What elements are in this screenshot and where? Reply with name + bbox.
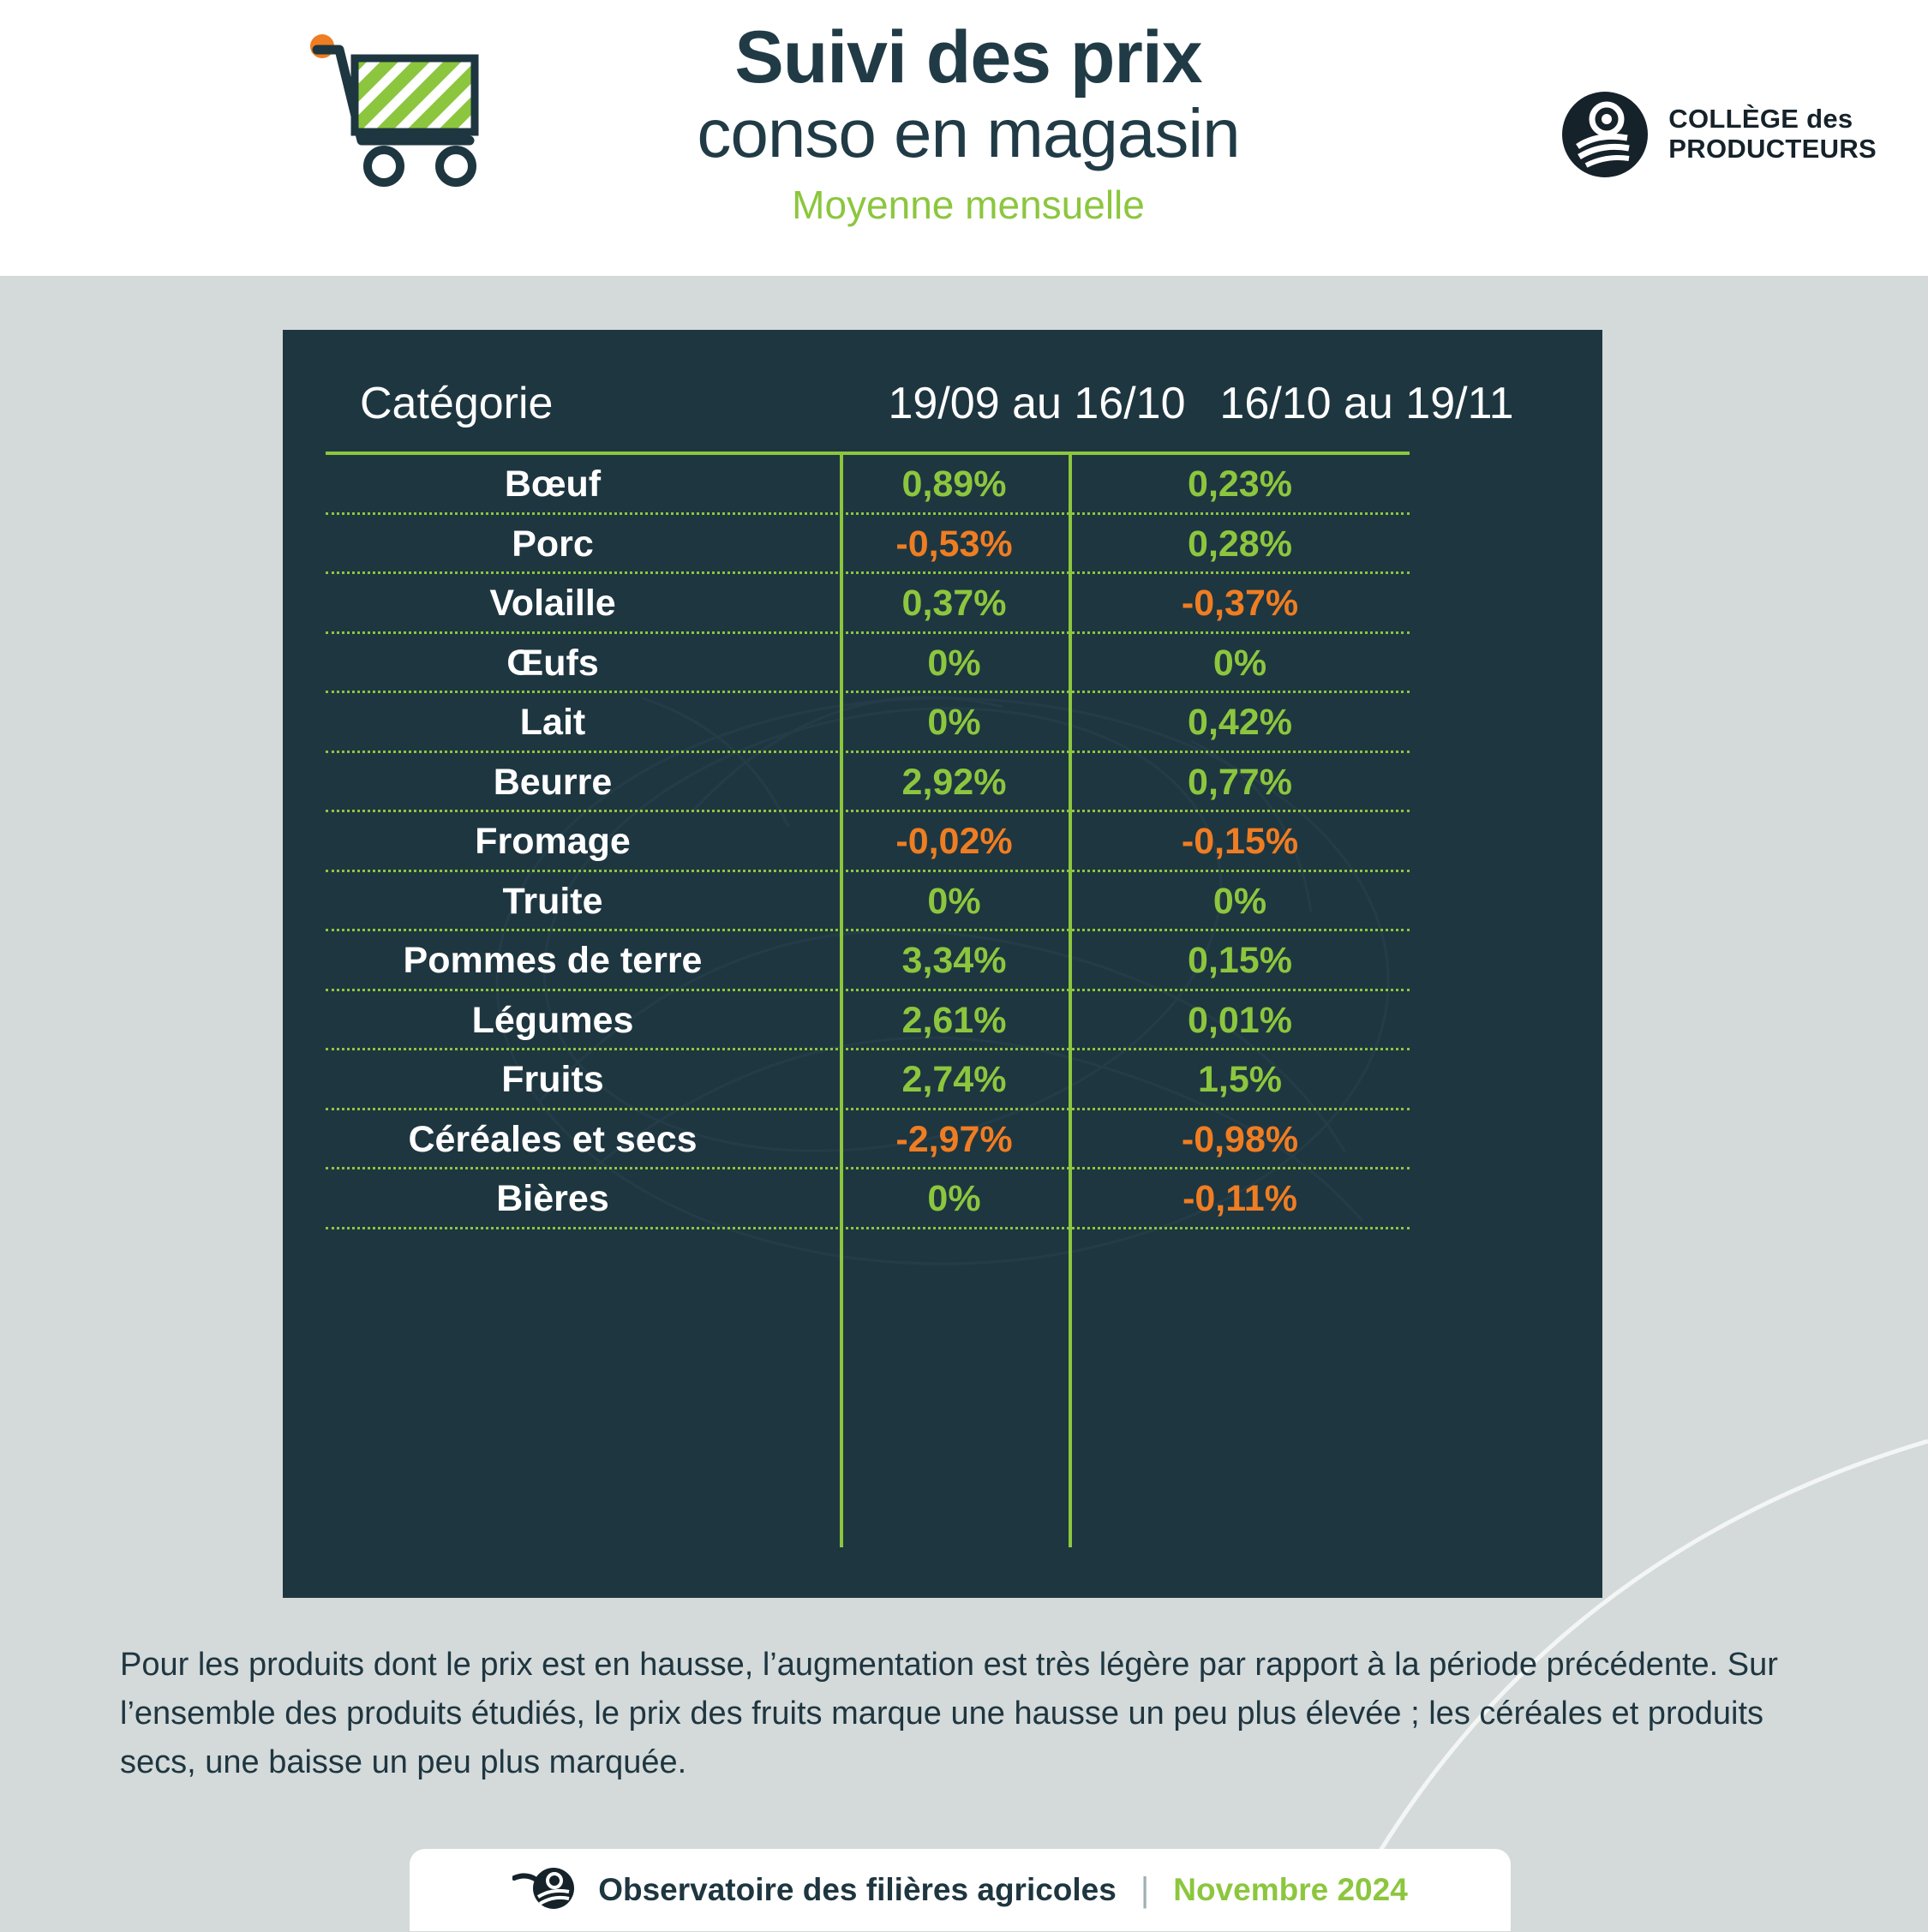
cell-period-2: -0,37% bbox=[1181, 583, 1299, 625]
cell-period-1: 2,92% bbox=[901, 761, 1007, 803]
table-row bbox=[283, 634, 1602, 694]
column-header-category: Catégorie bbox=[360, 379, 554, 428]
table-row bbox=[283, 812, 1602, 872]
cell-category: Porc bbox=[512, 523, 594, 565]
cell-period-1: -0,02% bbox=[895, 821, 1013, 863]
cell-category: Truite bbox=[502, 880, 603, 922]
cell-period-2: 0% bbox=[1212, 642, 1267, 684]
title-sub: conso en magasin bbox=[697, 95, 1240, 172]
cell-period-1: 3,34% bbox=[901, 940, 1007, 982]
cell-period-1: 0% bbox=[927, 642, 981, 684]
cell-period-1: 0,37% bbox=[901, 583, 1007, 625]
cell-period-1: -2,97% bbox=[895, 1118, 1013, 1160]
cell-period-2: 0,01% bbox=[1188, 999, 1292, 1041]
cell-period-2: 0% bbox=[1212, 880, 1267, 922]
title-main: Suivi des prix bbox=[734, 16, 1202, 99]
column-header-period-1: 19/09 au 16/10 bbox=[888, 379, 1186, 428]
table-body bbox=[283, 455, 1602, 1229]
cell-period-2: 0,28% bbox=[1188, 523, 1292, 565]
cell-category: Bières bbox=[496, 1178, 609, 1220]
cell-period-1: 0,89% bbox=[901, 464, 1007, 505]
cell-category: Volaille bbox=[489, 583, 616, 625]
cell-period-1: 0% bbox=[927, 1178, 981, 1220]
table-header-row bbox=[283, 330, 1602, 443]
cell-period-2: -0,15% bbox=[1181, 821, 1299, 863]
brand-line-2: PRODUCTEURS bbox=[1668, 134, 1877, 164]
table-row bbox=[283, 1110, 1602, 1170]
table-row bbox=[283, 1169, 1602, 1229]
price-table bbox=[283, 330, 1602, 1598]
observatoire-logo-icon bbox=[512, 1866, 576, 1914]
table-row bbox=[283, 574, 1602, 634]
table-row bbox=[283, 753, 1602, 813]
shopping-cart-icon bbox=[302, 33, 499, 191]
table-row bbox=[283, 872, 1602, 932]
table-row bbox=[283, 693, 1602, 753]
cell-period-1: -0,53% bbox=[895, 523, 1013, 565]
page-header bbox=[0, 0, 1928, 276]
cell-category: Fruits bbox=[501, 1059, 604, 1101]
table-row bbox=[283, 991, 1602, 1051]
table-row bbox=[283, 455, 1602, 515]
cell-period-2: 0,23% bbox=[1188, 464, 1292, 505]
cell-period-2: 1,5% bbox=[1197, 1059, 1282, 1101]
cell-period-1: 0% bbox=[927, 702, 981, 744]
table-row bbox=[283, 1050, 1602, 1110]
footer-date: Novembre 2024 bbox=[1173, 1872, 1408, 1907]
cell-period-2: 0,42% bbox=[1188, 702, 1292, 744]
college-des-producteurs-logo-icon bbox=[1560, 90, 1650, 179]
cell-category: Lait bbox=[519, 702, 586, 744]
cell-category: Pommes de terre bbox=[403, 940, 703, 982]
cell-period-1: 2,74% bbox=[901, 1059, 1007, 1101]
footer-label: Observatoire des filières agricoles bbox=[598, 1872, 1117, 1907]
cell-period-1: 0% bbox=[927, 880, 981, 922]
column-header-period-2: 16/10 au 19/11 bbox=[1219, 379, 1514, 428]
title-note: Moyenne mensuelle bbox=[792, 182, 1145, 228]
cell-category: Légumes bbox=[471, 999, 634, 1041]
cell-category: Beurre bbox=[493, 761, 613, 803]
cell-category: Fromage bbox=[475, 821, 631, 863]
brand-line-1: COLLÈGE des bbox=[1668, 104, 1853, 135]
cell-period-2: -0,11% bbox=[1183, 1178, 1297, 1220]
table-row bbox=[283, 931, 1602, 991]
cell-period-2: -0,98% bbox=[1181, 1118, 1299, 1160]
cell-period-2: 0,77% bbox=[1188, 761, 1292, 803]
page-footer bbox=[410, 1849, 1511, 1931]
table-row bbox=[283, 515, 1602, 575]
price-table-panel bbox=[283, 330, 1602, 1598]
cell-category: Céréales et secs bbox=[408, 1118, 698, 1160]
cell-category: Bœuf bbox=[504, 464, 602, 505]
brand-logo bbox=[1560, 90, 1877, 179]
footer-separator: | bbox=[1140, 1870, 1150, 1909]
cell-category: Œufs bbox=[506, 642, 599, 684]
page-title bbox=[540, 16, 1397, 228]
caption-text: Pour les produits dont le prix est en hausse, l’augmentation est très légère par rapport à la période précédente. Sur l’ensemble des produits étudiés, le prix des fruits marque une hausse un peu plus élevée ; les céréales et produits secs, une baisse un peu plus marquée. bbox=[120, 1647, 1778, 1780]
cell-period-2: 0,15% bbox=[1188, 940, 1292, 982]
cell-period-1: 2,61% bbox=[901, 999, 1007, 1041]
